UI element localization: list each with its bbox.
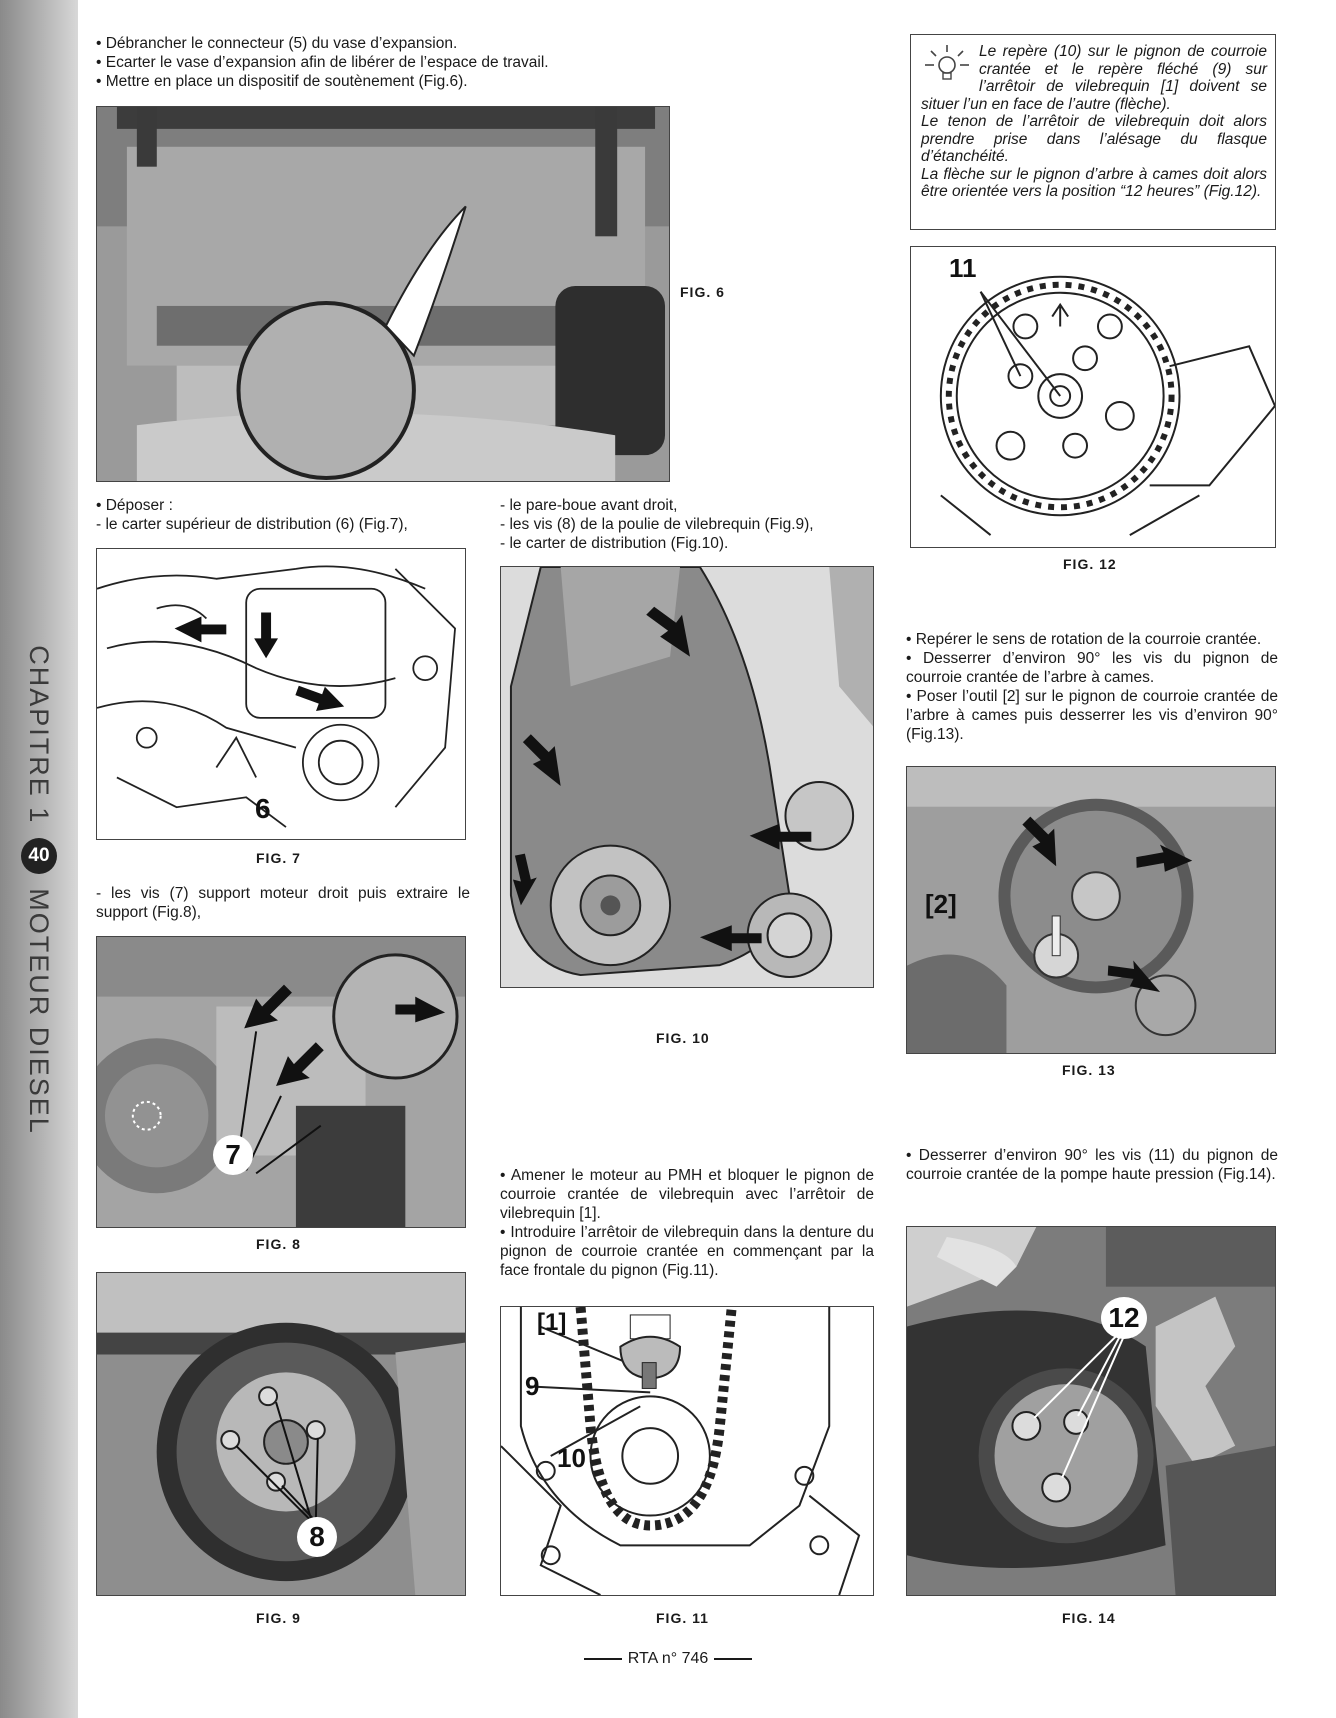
reperer-line: • Repérer le sens de rotation de la courroie crantée. xyxy=(906,631,1262,648)
pmh-text xyxy=(500,1166,874,1280)
callout-6: 6 xyxy=(255,793,271,824)
reperer-text xyxy=(906,630,1278,744)
col2-line: - le carter de distribution (Fig.10). xyxy=(500,535,729,552)
chapter-text: CHAPITRE 1 xyxy=(24,645,55,825)
reperer-line: • Desserrer d’environ 90° les vis du pignon de courroie crantée de l’arbre à cames. xyxy=(906,650,1278,686)
fig12-image xyxy=(910,246,1276,548)
fig6-caption: FIG. 6 xyxy=(680,284,725,300)
footer-dash xyxy=(714,1658,752,1660)
intro-line: • Mettre en place un dispositif de soutènement (Fig.6). xyxy=(96,73,468,90)
note-line: La flèche sur le pignon d’arbre à cames doit alors être orientée vers la position “12 heures” (Fig.12). xyxy=(921,165,1267,200)
deposer-line: - le carter supérieur de distribution (6) (Fig.7), xyxy=(96,516,408,533)
callout-9: 9 xyxy=(525,1371,540,1401)
fig14-caption: FIG. 14 xyxy=(1062,1610,1116,1626)
intro-text xyxy=(96,34,676,91)
pmh-line: • Introduire l’arrêtoir de vilebrequin dans la denture du pignon de courroie crantée en commençant par la face frontale du pignon (Fig.11). xyxy=(500,1224,874,1279)
col2-line: - le pare-boue avant droit, xyxy=(500,497,678,514)
callout-2: [2] xyxy=(925,889,957,919)
lightbulb-icon xyxy=(921,43,973,89)
deposer-text xyxy=(96,496,476,534)
fig10-image xyxy=(500,566,874,988)
fig14-image xyxy=(906,1226,1276,1596)
support-line: - les vis (7) support moteur droit puis extraire le support (Fig.8), xyxy=(96,885,470,921)
callout-11: 11 xyxy=(949,253,977,283)
fig12-caption: FIG. 12 xyxy=(1063,556,1117,572)
col2-line: - les vis (8) de la poulie de vilebrequin (Fig.9), xyxy=(500,516,814,533)
fig13-image xyxy=(906,766,1276,1054)
callout-8 xyxy=(297,1517,337,1557)
chapter-label xyxy=(19,440,59,1340)
callout-1: [1] xyxy=(537,1309,567,1336)
col2-text xyxy=(500,496,880,553)
note-line: Le tenon de l’arrêtoir de vilebrequin doit alors prendre prise dans l’alésage du flasque d’étanchéité. xyxy=(921,113,1267,165)
pmh-line: • Amener le moteur au PMH et bloquer le pignon de courroie crantée de vilebrequin avec l’arrêtoir de vilebrequin [1]. xyxy=(500,1167,874,1222)
footer-dash xyxy=(584,1658,622,1660)
footer-text: RTA n° 746 xyxy=(627,1650,709,1667)
intro-line: • Débrancher le connecteur (5) du vase d’expansion. xyxy=(96,35,458,52)
reperer-line: • Poser l’outil [2] sur le pignon de courroie crantée de l’arbre à cames puis desserrer les vis d’environ 90° (Fig.13). xyxy=(906,688,1278,743)
fig8-image xyxy=(96,936,466,1228)
fig13-caption: FIG. 13 xyxy=(1062,1062,1116,1078)
fig6-image xyxy=(96,106,670,482)
section-text: MOTEUR DIESEL xyxy=(24,888,55,1135)
page-footer xyxy=(0,1650,1336,1668)
note-box xyxy=(910,34,1276,230)
desserrer-text xyxy=(906,1146,1278,1184)
fig10-caption: FIG. 10 xyxy=(656,1030,710,1046)
callout-10: 10 xyxy=(557,1443,586,1473)
fig7-caption: FIG. 7 xyxy=(256,850,301,866)
fig8-caption: FIG. 8 xyxy=(256,1236,301,1252)
callout-8-label: 8 xyxy=(309,1521,325,1552)
fig11-image xyxy=(500,1306,874,1596)
callout-7-label: 7 xyxy=(225,1139,241,1170)
fig9-caption: FIG. 9 xyxy=(256,1610,301,1626)
callout-12 xyxy=(1101,1297,1147,1339)
desserrer-line: • Desserrer d’environ 90° les vis (11) du pignon de courroie crantée de la pompe haute pression (Fig.14). xyxy=(906,1147,1278,1183)
fig11-caption: FIG. 11 xyxy=(656,1610,709,1626)
fig9-image xyxy=(96,1272,466,1596)
fig7-image xyxy=(96,548,466,840)
support-text xyxy=(96,884,470,922)
page-number: 40 xyxy=(21,838,57,874)
callout-12-label: 12 xyxy=(1108,1302,1140,1333)
deposer-line: • Déposer : xyxy=(96,497,173,514)
note-line: Le repère (10) sur le pignon de courroie crantée et le repère fléché (9) sur l’arrêtoir de vilebrequin [1] doivent se situer l’un en face de l’autre (flèche). xyxy=(921,43,1267,113)
intro-line: • Ecarter le vase d’expansion afin de libérer de l’espace de travail. xyxy=(96,54,549,71)
callout-7 xyxy=(213,1135,253,1175)
